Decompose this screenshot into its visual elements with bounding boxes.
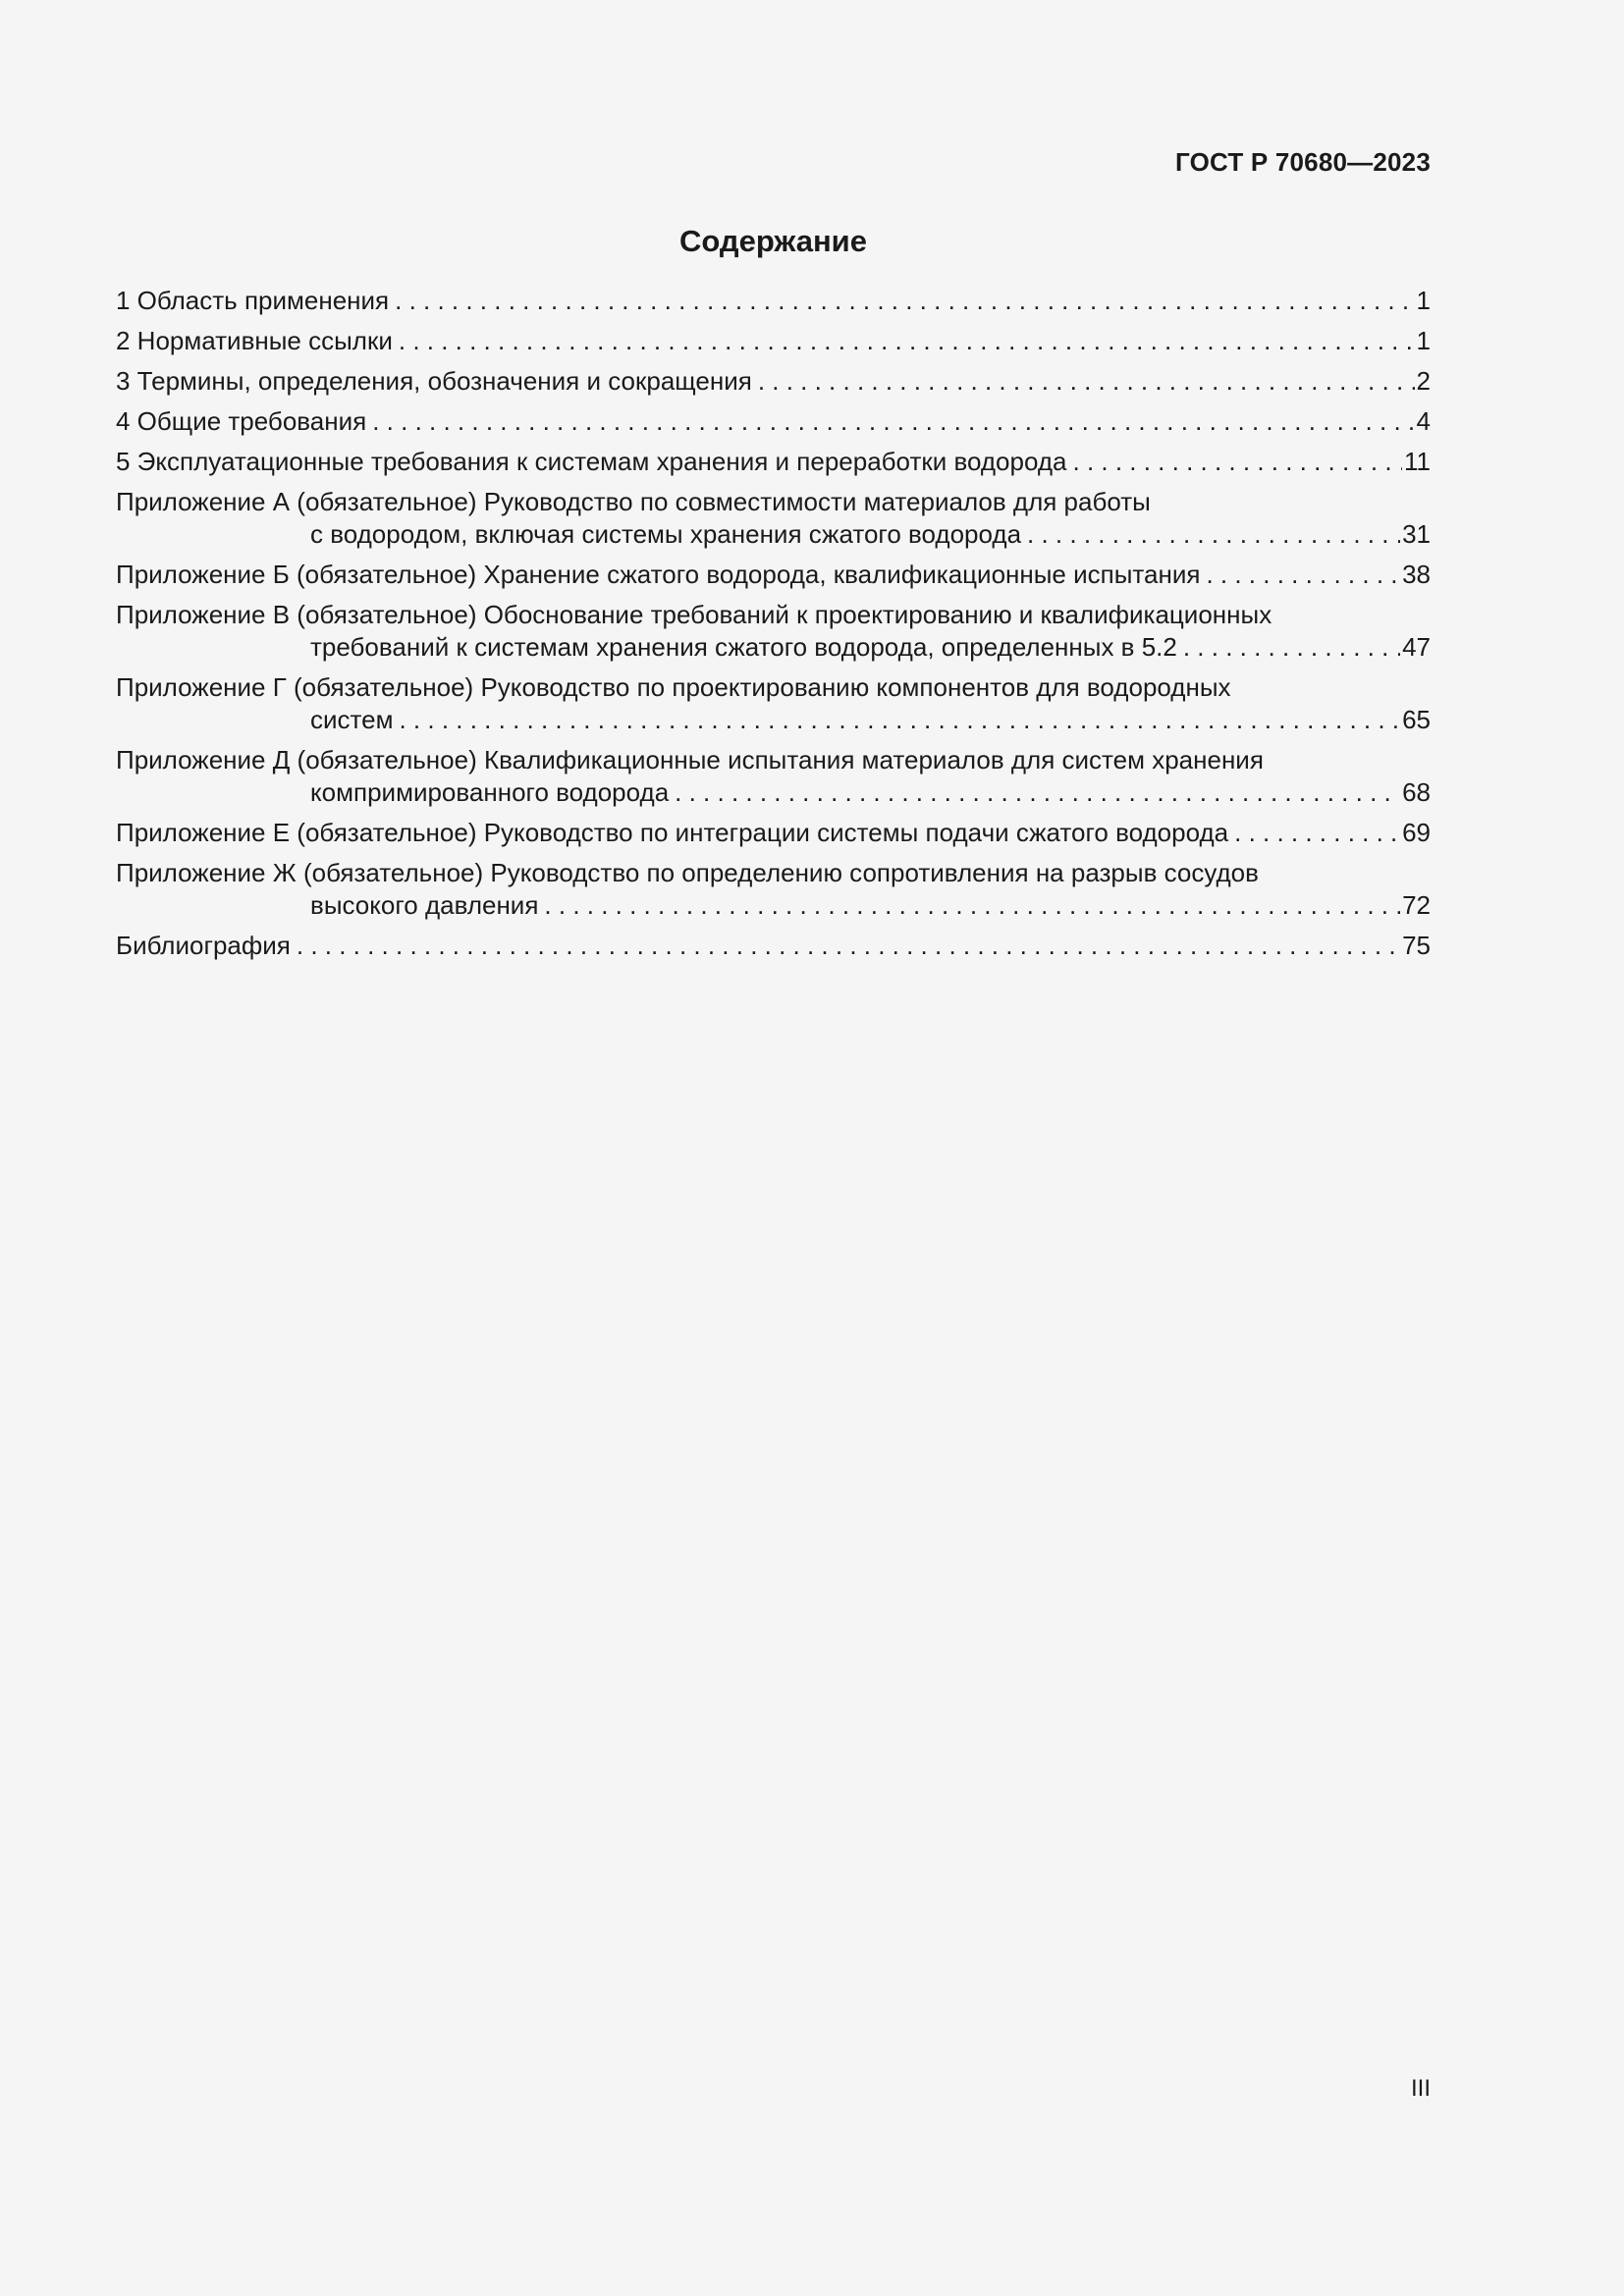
- toc-entry[interactable]: [116, 559, 1431, 591]
- toc-entry[interactable]: [116, 744, 1431, 809]
- toc-entry-text: 4 Общие требования: [116, 406, 367, 436]
- toc-dot-leader: [1073, 446, 1403, 478]
- toc-dot-leader: [1027, 518, 1400, 551]
- toc-entry-text: с водородом, включая системы хранения сжатого водорода: [310, 519, 1022, 549]
- toc-dot-leader: [399, 704, 1400, 736]
- toc-entry-line: [116, 704, 1431, 736]
- toc-entry-line: [116, 671, 1431, 704]
- toc-entry-text: Приложение Ж (обязательное) Руководство по определению сопротивления на разрыв сосудов: [116, 858, 1259, 887]
- toc-page-number: 1: [1416, 286, 1431, 315]
- toc-entry-line: [116, 817, 1431, 849]
- toc-entry[interactable]: [116, 446, 1431, 478]
- toc-entry[interactable]: [116, 671, 1431, 736]
- toc-dot-leader: [297, 930, 1400, 962]
- toc-dot-leader: [1183, 631, 1400, 664]
- page-number: III: [1410, 2075, 1431, 2102]
- toc-page-number: 31: [1402, 519, 1431, 549]
- toc-entry[interactable]: [116, 325, 1431, 357]
- toc-entry[interactable]: [116, 857, 1431, 922]
- toc-page-number: 2: [1416, 366, 1431, 396]
- toc-entry-line: [116, 930, 1431, 962]
- toc-entry[interactable]: [116, 405, 1431, 438]
- toc-entry-line: [116, 559, 1431, 591]
- toc-dot-leader: [372, 405, 1414, 438]
- toc-entry-text: Библиография: [116, 931, 291, 960]
- toc-entry-text: систем: [310, 705, 394, 734]
- toc-entry-text: 5 Эксплуатационные требования к системам хранения и переработки водорода: [116, 447, 1067, 476]
- toc-entry-text: Приложение Е (обязательное) Руководство по интеграции системы подачи сжатого водорода: [116, 818, 1229, 847]
- toc-dot-leader: [675, 776, 1400, 809]
- toc-dot-leader: [399, 325, 1415, 357]
- toc-entry[interactable]: [116, 486, 1431, 551]
- toc-entry[interactable]: [116, 285, 1431, 317]
- toc-entry-line: [116, 365, 1431, 398]
- toc-entry-line: [116, 599, 1431, 631]
- toc-entry-line: [116, 486, 1431, 518]
- toc-entry-line: [116, 285, 1431, 317]
- toc-dot-leader: [395, 285, 1414, 317]
- toc-entry-line: [116, 857, 1431, 889]
- toc-entry-line: [116, 325, 1431, 357]
- toc-entry-line: [116, 631, 1431, 664]
- toc-entry-text: 3 Термины, определения, обозначения и сокращения: [116, 366, 752, 396]
- document-code: ГОСТ Р 70680—2023: [1175, 147, 1431, 177]
- toc-entry-text: Приложение Г (обязательное) Руководство по проектированию компонентов для водородных: [116, 672, 1231, 702]
- toc-page-number: 65: [1402, 705, 1431, 734]
- toc-page-number: 72: [1402, 890, 1431, 920]
- toc-entry-text: 1 Область применения: [116, 286, 390, 315]
- toc-title: Содержание: [679, 224, 867, 258]
- toc-entry-line: [116, 889, 1431, 922]
- toc-entry[interactable]: [116, 599, 1431, 664]
- toc-entry-text: компримированного водорода: [310, 777, 670, 807]
- toc-page-number: 4: [1416, 406, 1431, 436]
- toc-page-number: 69: [1402, 818, 1431, 847]
- toc-entry-text: Приложение Д (обязательное) Квалификационные испытания материалов для систем хранения: [116, 745, 1264, 774]
- toc-entry-text: 2 Нормативные ссылки: [116, 326, 393, 355]
- toc-entry-text: Приложение А (обязательное) Руководство по совместимости материалов для работы: [116, 487, 1151, 516]
- toc-entry-text: Приложение Б (обязательное) Хранение сжатого водорода, квалификационные испытания: [116, 560, 1201, 589]
- toc-page-number: 47: [1402, 632, 1431, 662]
- toc-entry-line: [116, 405, 1431, 438]
- toc-entry-line: [116, 446, 1431, 478]
- toc-page-number: 68: [1402, 777, 1431, 807]
- toc-dot-leader: [1206, 559, 1400, 591]
- toc-entry-line: [116, 744, 1431, 776]
- table-of-contents: [116, 285, 1431, 970]
- toc-entry-line: [116, 518, 1431, 551]
- toc-page-number: 38: [1402, 560, 1431, 589]
- toc-entry-text: высокого давления: [310, 890, 539, 920]
- toc-page-number: 1: [1416, 326, 1431, 355]
- toc-page-number: 11: [1404, 447, 1431, 476]
- toc-dot-leader: [1234, 817, 1400, 849]
- toc-entry[interactable]: [116, 930, 1431, 962]
- toc-entry[interactable]: [116, 365, 1431, 398]
- toc-entry-text: Приложение В (обязательное) Обоснование требований к проектированию и квалификационных: [116, 600, 1272, 629]
- toc-entry[interactable]: [116, 817, 1431, 849]
- toc-page-number: 75: [1402, 931, 1431, 960]
- toc-dot-leader: [758, 365, 1415, 398]
- toc-dot-leader: [544, 889, 1400, 922]
- toc-entry-line: [116, 776, 1431, 809]
- toc-entry-text: требований к системам хранения сжатого водорода, определенных в 5.2: [310, 632, 1177, 662]
